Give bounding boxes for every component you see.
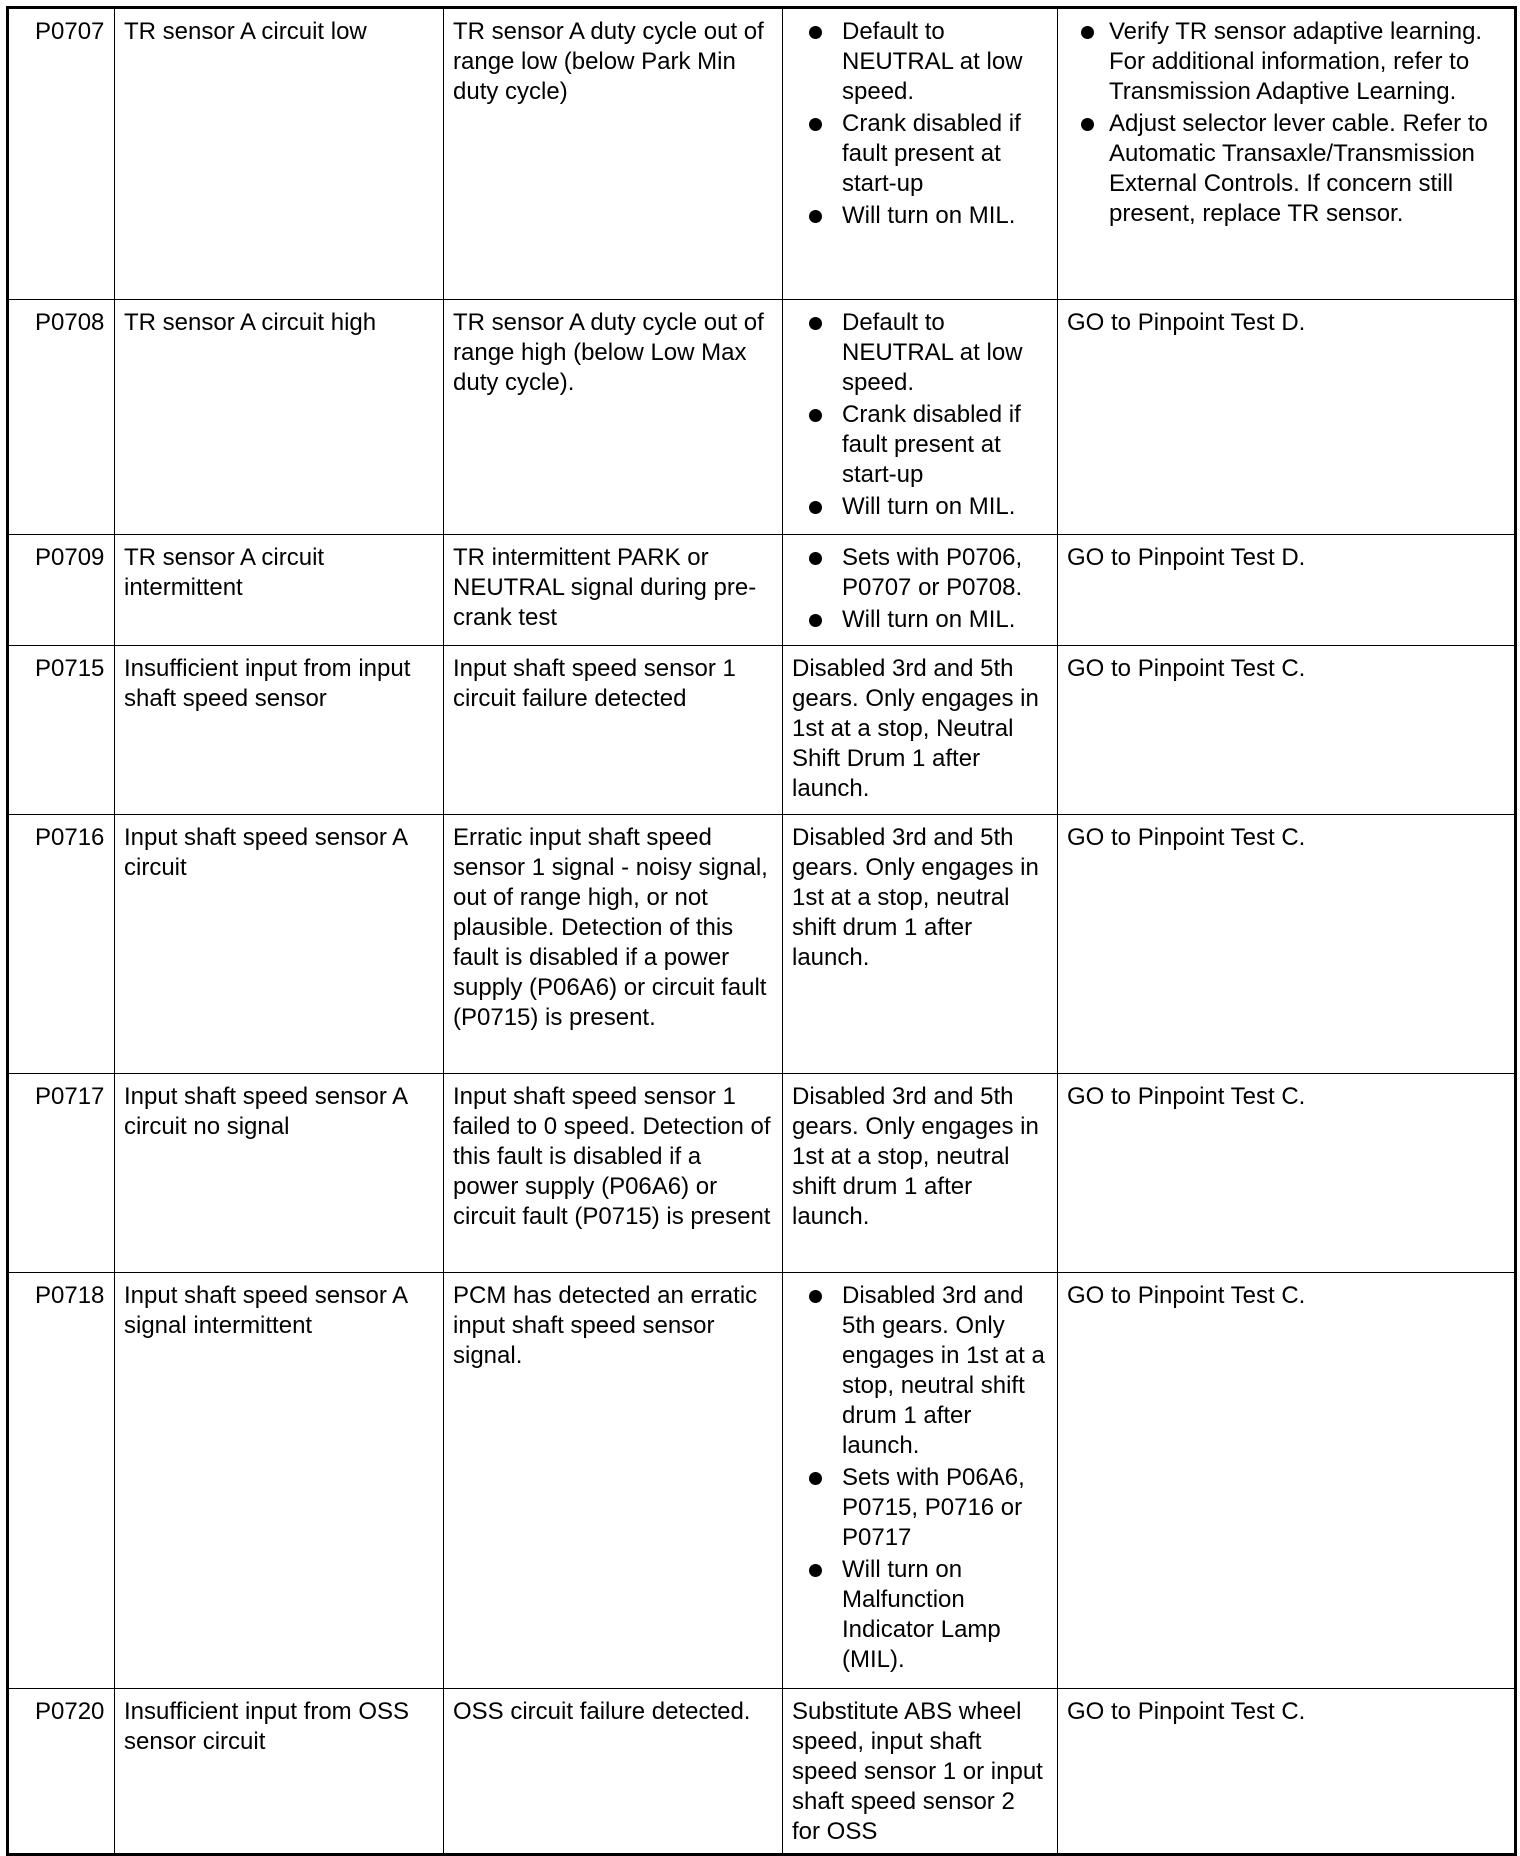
dtc-action (1058, 8, 1516, 300)
dtc-description: Input shaft speed sensor A signal intermittent (115, 1273, 444, 1689)
dtc-symptoms: Disabled 3rd and 5th gears. Only engages in 1st at a stop, neutral shift drum 1 after launch. (783, 1074, 1058, 1273)
dtc-condition: TR sensor A duty cycle out of range low (below Park Min duty cycle) (444, 8, 783, 300)
action-list (1067, 17, 1505, 229)
table-row (8, 8, 1516, 300)
dtc-action: GO to Pinpoint Test C. (1058, 646, 1516, 815)
table-row (8, 1074, 1516, 1273)
dtc-action: GO to Pinpoint Test D. (1058, 300, 1516, 535)
dtc-condition: OSS circuit failure detected. (444, 1689, 783, 1855)
dtc-symptoms: Substitute ABS wheel speed, input shaft speed sensor 1 or input shaft speed sensor 2 for OSS (783, 1689, 1058, 1855)
symptom-item: Default to NEUTRAL at low speed. (792, 17, 1048, 107)
symptom-item: Crank disabled if fault present at start-up (792, 109, 1048, 199)
dtc-symptoms (783, 8, 1058, 300)
table-row (8, 815, 1516, 1074)
dtc-description: Insufficient input from OSS sensor circuit (115, 1689, 444, 1855)
dtc-description: TR sensor A circuit intermittent (115, 535, 444, 646)
dtc-code: P0707 (8, 8, 115, 300)
dtc-code: P0709 (8, 535, 115, 646)
symptom-list (792, 543, 1048, 635)
dtc-code: P0716 (8, 815, 115, 1074)
dtc-symptoms: Disabled 3rd and 5th gears. Only engages in 1st at a stop, neutral shift drum 1 after launch. (783, 815, 1058, 1074)
dtc-action: GO to Pinpoint Test C. (1058, 815, 1516, 1074)
dtc-code: P0715 (8, 646, 115, 815)
dtc-condition: TR sensor A duty cycle out of range high (below Low Max duty cycle). (444, 300, 783, 535)
symptom-item: Crank disabled if fault present at start-up (792, 400, 1048, 490)
dtc-code: P0718 (8, 1273, 115, 1689)
table-row (8, 1689, 1516, 1855)
dtc-condition: TR intermittent PARK or NEUTRAL signal during pre-crank test (444, 535, 783, 646)
dtc-description: TR sensor A circuit high (115, 300, 444, 535)
action-item: Verify TR sensor adaptive learning. For additional information, refer to Transmission Adaptive Learning. (1067, 17, 1505, 107)
symptom-item: Will turn on Malfunction Indicator Lamp (MIL). (792, 1555, 1048, 1675)
symptom-list (792, 1281, 1048, 1675)
symptom-item: Default to NEUTRAL at low speed. (792, 308, 1048, 398)
table-row (8, 1273, 1516, 1689)
dtc-action: GO to Pinpoint Test C. (1058, 1273, 1516, 1689)
symptom-list (792, 308, 1048, 522)
dtc-symptoms: Disabled 3rd and 5th gears. Only engages in 1st at a stop, Neutral Shift Drum 1 after launch. (783, 646, 1058, 815)
symptom-item: Sets with P0706, P0707 or P0708. (792, 543, 1048, 603)
dtc-symptoms (783, 535, 1058, 646)
table-row (8, 535, 1516, 646)
symptom-item: Will turn on MIL. (792, 201, 1048, 231)
symptom-item: Disabled 3rd and 5th gears. Only engages in 1st at a stop, neutral shift drum 1 after launch. (792, 1281, 1048, 1461)
dtc-description: Input shaft speed sensor A circuit (115, 815, 444, 1074)
dtc-action: GO to Pinpoint Test D. (1058, 535, 1516, 646)
dtc-action: GO to Pinpoint Test C. (1058, 1074, 1516, 1273)
symptom-item: Sets with P06A6, P0715, P0716 or P0717 (792, 1463, 1048, 1553)
dtc-description: Input shaft speed sensor A circuit no signal (115, 1074, 444, 1273)
dtc-symptoms (783, 300, 1058, 535)
action-item: Adjust selector lever cable. Refer to Automatic Transaxle/Transmission External Controls. If concern still present, replace TR sensor. (1067, 109, 1505, 229)
dtc-table (6, 6, 1517, 1856)
dtc-description: Insufficient input from input shaft speed sensor (115, 646, 444, 815)
dtc-table-body (8, 8, 1516, 1855)
dtc-action: GO to Pinpoint Test C. (1058, 1689, 1516, 1855)
dtc-condition: PCM has detected an erratic input shaft speed sensor signal. (444, 1273, 783, 1689)
symptom-item: Will turn on MIL. (792, 492, 1048, 522)
dtc-description: TR sensor A circuit low (115, 8, 444, 300)
symptom-item: Will turn on MIL. (792, 605, 1048, 635)
dtc-condition: Erratic input shaft speed sensor 1 signal - noisy signal, out of range high, or not plausible. Detection of this fault is disabled if a power supply (P06A6) or circuit fault (P0715) is present. (444, 815, 783, 1074)
dtc-condition: Input shaft speed sensor 1 circuit failure detected (444, 646, 783, 815)
dtc-symptoms (783, 1273, 1058, 1689)
symptom-list (792, 17, 1048, 231)
dtc-code: P0717 (8, 1074, 115, 1273)
table-row (8, 300, 1516, 535)
dtc-code: P0720 (8, 1689, 115, 1855)
dtc-code: P0708 (8, 300, 115, 535)
table-row (8, 646, 1516, 815)
dtc-condition: Input shaft speed sensor 1 failed to 0 speed. Detection of this fault is disabled if a power supply (P06A6) or circuit fault (P0715) is present (444, 1074, 783, 1273)
